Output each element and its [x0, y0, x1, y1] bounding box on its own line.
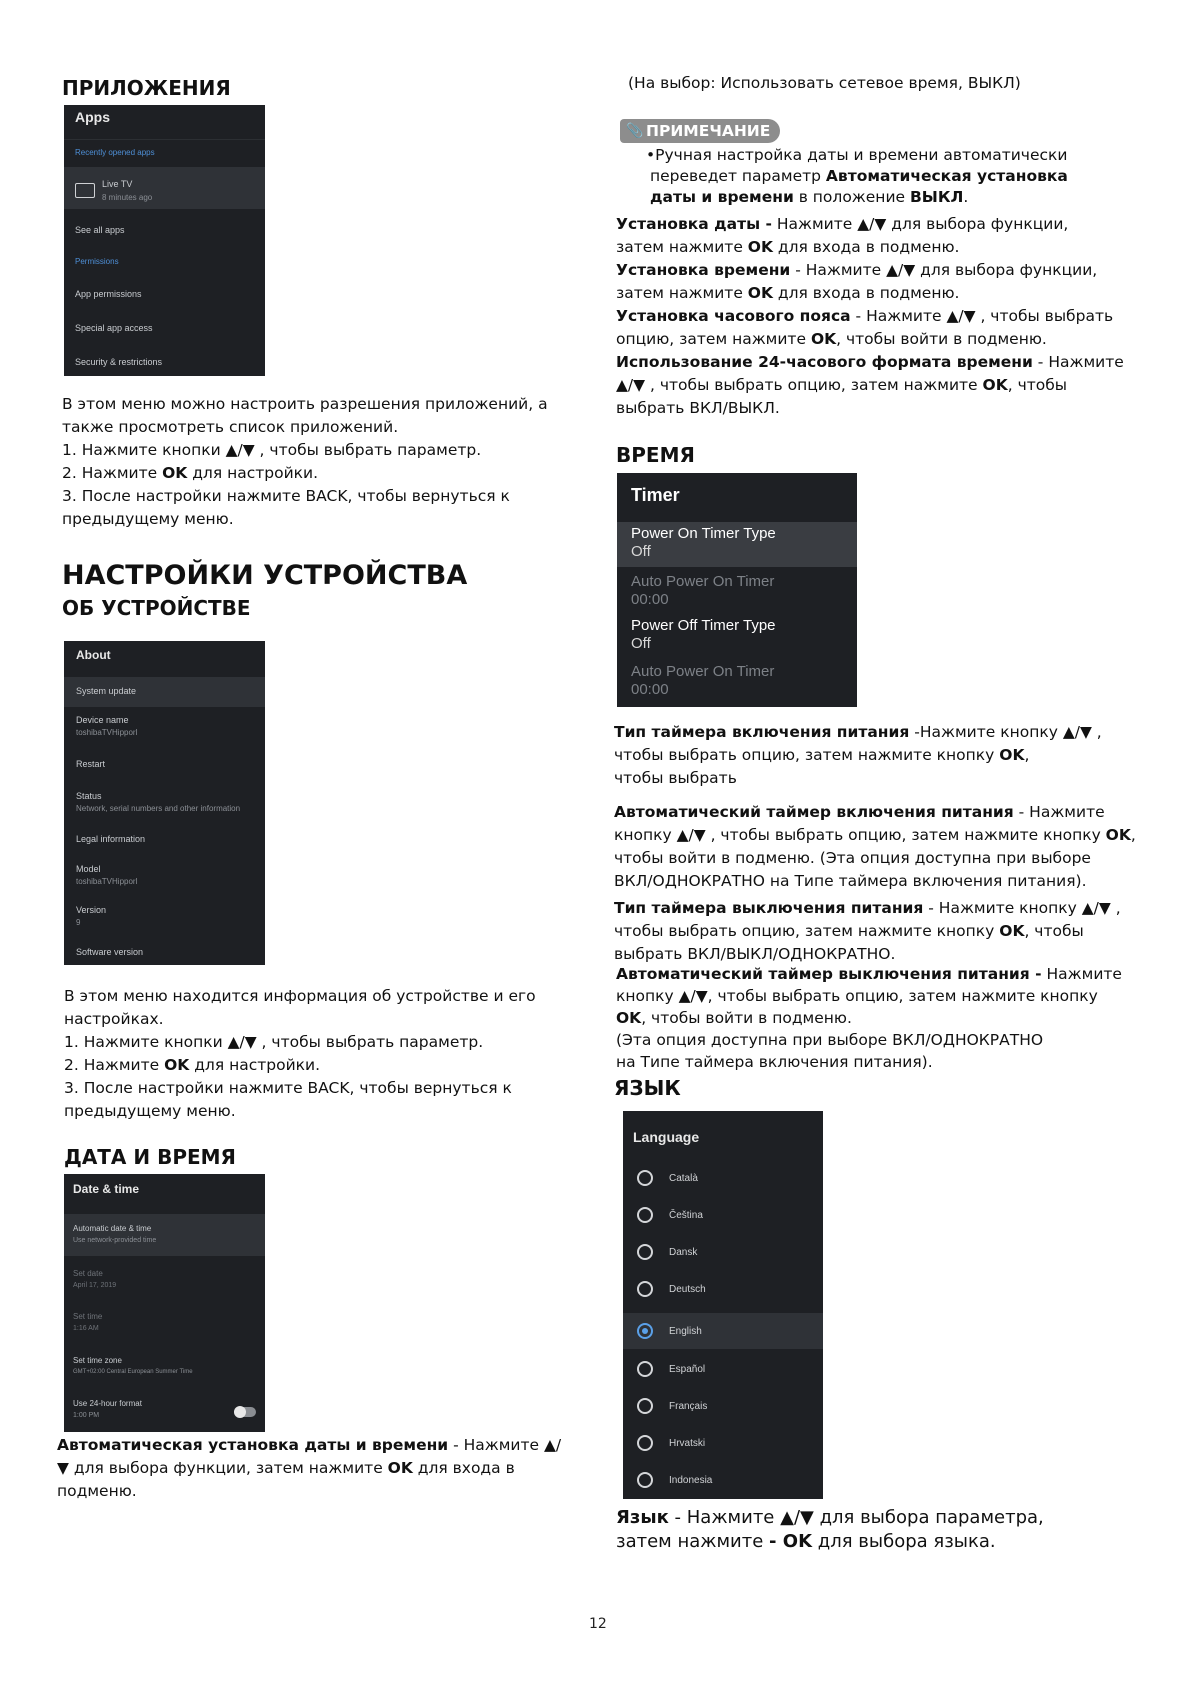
model[interactable]: Model [76, 864, 101, 874]
radio-icon [637, 1398, 653, 1414]
language-panel-title: Language [633, 1129, 700, 1145]
apps-step-3-cont: предыдущему меню. [62, 510, 234, 528]
language-option[interactable]: Čeština [637, 1197, 703, 1233]
about-text-line: настройках. [64, 1010, 164, 1028]
apps-screenshot [64, 105, 265, 376]
hour-format-desc: выбрать ВКЛ/ВЫКЛ. [616, 399, 780, 417]
apps-step-1: 1. Нажмите кнопки ▲/▼ , чтобы выбрать параметр. [62, 441, 482, 459]
legal-information[interactable]: Legal information [76, 834, 146, 844]
power-off-timer-type[interactable]: Power Off Timer Type Off [631, 617, 776, 652]
recent-apps-header: Recently opened apps [75, 148, 155, 157]
device-name[interactable]: Device name [76, 715, 129, 725]
about-screenshot [64, 641, 265, 965]
time-zone-desc: Установка часового пояса - Нажмите ▲/▼ , чтобы выбрать [616, 307, 1114, 325]
system-update[interactable]: System update [76, 686, 137, 696]
apps-step-3: 3. После настройки нажмите BACK, чтобы вернуться к [62, 487, 510, 505]
auto-power-off-timer-desc: Автоматический таймер выключения питания - Нажмите кнопку ▲/▼, чтобы выбрать опцию, затем нажмите кнопку OK, чтобы войти в подменю. (Эта опция доступна при выборе ВКЛ/ОДНОКРАТНО на Типе таймера включения питания). [616, 965, 1122, 1071]
paperclip-icon: 📎 [626, 123, 644, 139]
language-description: Язык - Нажмите ▲/▼ для выбора параметра, затем нажмите - OK для выбора языка. [616, 1507, 1044, 1552]
status-value: Network, serial numbers and other information [76, 804, 241, 813]
automatic-date-time-value: Use network-provided time [73, 1237, 157, 1244]
note-line: переведет параметр Автоматическая установка [650, 167, 1068, 185]
apps-heading: ПРИЛОЖЕНИЯ [62, 76, 231, 100]
radio-icon [637, 1170, 653, 1186]
radio-selected-icon [637, 1323, 653, 1339]
apps-panel-title: Apps [75, 109, 110, 125]
timer-panel-title: Timer [631, 485, 680, 505]
restart[interactable]: Restart [76, 759, 106, 769]
radio-icon [637, 1435, 653, 1451]
auto-date-time-line: подменю. [57, 1482, 137, 1500]
time-zone-desc: опцию, затем нажмите OK, чтобы войти в подменю. [616, 330, 1047, 348]
language-heading: ЯЗЫК [614, 1076, 681, 1100]
24-hour-toggle[interactable] [234, 1407, 256, 1417]
apps-text-line: также просмотреть список приложений. [62, 418, 399, 436]
special-app-access[interactable]: Special app access [75, 323, 153, 333]
recent-app-name[interactable]: Live TV [102, 179, 133, 189]
version-value: 9 [76, 918, 81, 927]
set-date-desc: Установка даты - Нажмите ▲/▼ для выбора функции, [616, 215, 1069, 233]
radio-icon [637, 1281, 653, 1297]
automatic-date-time[interactable]: Automatic date & time [73, 1224, 152, 1233]
power-on-timer-type[interactable]: Power On Timer Type Off [631, 525, 776, 560]
auto-power-off-timer: Auto Power On Timer 00:00 [631, 663, 775, 698]
note-text [646, 145, 1146, 208]
set-time-desc: Установка времени - Нажмите ▲/▼ для выбора функции, [616, 261, 1098, 279]
about-panel-title: About [76, 648, 111, 662]
set-date: Set date [73, 1269, 103, 1278]
apps-description [62, 393, 602, 531]
permissions-header: Permissions [75, 257, 119, 266]
note-label: ПРИМЕЧАНИЕ [646, 122, 771, 140]
date-time-heading: ДАТА И ВРЕМЯ [64, 1145, 236, 1169]
language-option-selected[interactable]: English [637, 1313, 702, 1349]
auto-power-on-timer: Auto Power On Timer 00:00 [631, 573, 775, 608]
app-permissions[interactable]: App permissions [75, 289, 142, 299]
date-time-screenshot [64, 1174, 265, 1432]
set-time-zone[interactable]: Set time zone [73, 1356, 122, 1365]
language-option[interactable]: Deutsch [637, 1271, 706, 1307]
language-option[interactable]: Dansk [637, 1234, 697, 1270]
set-date-desc: затем нажмите OK для входа в подменю. [616, 238, 960, 256]
about-step-2: 2. Нажмите OK для настройки. [64, 1056, 321, 1074]
model-value: toshibaTVHipporl [76, 877, 138, 886]
device-settings-heading: НАСТРОЙКИ УСТРОЙСТВА [62, 560, 468, 591]
language-screenshot [623, 1111, 823, 1499]
auto-date-time-line: ▼ для выбора функции, затем нажмите OK для входа в [57, 1459, 515, 1477]
about-step-3-cont: предыдущему меню. [64, 1102, 236, 1120]
about-device-heading: ОБ УСТРОЙСТВЕ [62, 596, 251, 620]
use-24-hour-format[interactable]: Use 24-hour format [73, 1399, 142, 1408]
language-option[interactable]: Français [637, 1388, 707, 1424]
time-zone-value: GMT+02:00 Central European Summer Time [73, 1369, 193, 1375]
page-number: 12 [589, 1616, 607, 1632]
language-option[interactable]: Hrvatski [637, 1425, 705, 1461]
set-time: Set time [73, 1312, 103, 1321]
power-off-timer-type-desc: Тип таймера выключения питания - Нажмите кнопку ▲/▼ , чтобы выбрать опцию, затем нажмите кнопку OK, чтобы выбрать ВКЛ/ВЫКЛ/ОДНОКРАТНО. [614, 899, 1121, 963]
device-name-value: toshibaTVHipporl [76, 728, 138, 737]
see-all-apps[interactable]: See all apps [75, 225, 125, 235]
hour-format-value: 1:00 PM [73, 1412, 100, 1419]
apps-text-line: В этом меню можно настроить разрешения приложений, а [62, 395, 548, 413]
set-date-value: April 17, 2019 [73, 1282, 117, 1289]
live-tv-icon [75, 183, 95, 198]
set-time-desc: затем нажмите OK для входа в подменю. [616, 284, 960, 302]
network-time-options: (На выбор: Использовать сетевое время, ВЫКЛ) [628, 74, 1021, 92]
about-step-3: 3. После настройки нажмите BACK, чтобы вернуться к [64, 1079, 512, 1097]
date-time-panel-title: Date & time [73, 1182, 140, 1196]
apps-step-2: 2. Нажмите OK для настройки. [62, 464, 319, 482]
auto-date-time-description [57, 1434, 597, 1503]
language-option[interactable]: Indonesia [637, 1462, 712, 1498]
note-line: •Ручная настройка даты и времени автоматически [646, 146, 1068, 164]
radio-icon [637, 1472, 653, 1488]
about-description [64, 985, 604, 1123]
radio-icon [637, 1244, 653, 1260]
radio-icon [637, 1207, 653, 1223]
version[interactable]: Version [76, 905, 107, 915]
software-version[interactable]: Software version [76, 947, 144, 957]
hour-format-desc: Использование 24-часового формата времени - Нажмите [616, 353, 1124, 371]
language-option[interactable]: Català [637, 1160, 698, 1196]
recent-app-time: 8 minutes ago [102, 193, 153, 202]
set-time-value: 1:16 AM [73, 1325, 99, 1332]
auto-date-time-line: Автоматическая установка даты и времени - Нажмите ▲/ [57, 1436, 562, 1454]
security-restrictions[interactable]: Security & restrictions [75, 357, 163, 367]
power-on-timer-type-desc: Тип таймера включения питания -Нажмите кнопку ▲/▼ , чтобы выбрать опцию, затем нажмите кнопку OK, чтобы выбрать [614, 723, 1102, 787]
radio-icon [637, 1361, 653, 1377]
date-time-settings-text [616, 213, 1176, 420]
timer-heading: ВРЕМЯ [616, 443, 695, 467]
about-step-1: 1. Нажмите кнопки ▲/▼ , чтобы выбрать параметр. [64, 1033, 484, 1051]
hour-format-desc: ▲/▼ , чтобы выбрать опцию, затем нажмите OK, чтобы [616, 376, 1068, 394]
about-text-line: В этом меню находится информация об устройстве и его [64, 987, 536, 1005]
timer-screenshot [617, 473, 857, 707]
note-line: даты и времени в положение ВЫКЛ. [650, 188, 969, 206]
language-option[interactable]: Español [637, 1351, 705, 1387]
auto-power-on-timer-desc: Автоматический таймер включения питания - Нажмите кнопку ▲/▼ , чтобы выбрать опцию, затем нажмите кнопку OK, чтобы войти в подменю. (Эта опция доступна при выборе ВКЛ/ОДНОКРАТНО на Типе таймера включения питания). [614, 803, 1136, 890]
note-badge [620, 119, 780, 143]
status[interactable]: Status [76, 791, 102, 801]
